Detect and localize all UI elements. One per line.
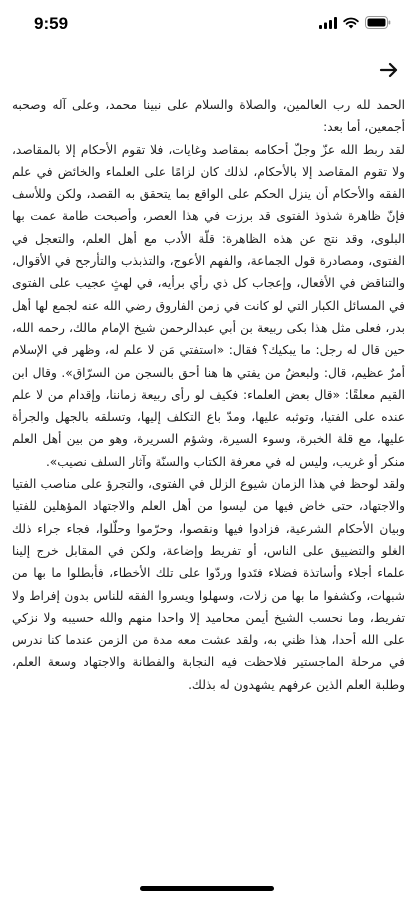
arrow-right-icon[interactable] bbox=[377, 58, 401, 82]
status-bar bbox=[0, 0, 417, 48]
status-time: 9:59 bbox=[34, 14, 69, 33]
status-icons bbox=[319, 16, 391, 29]
article-paragraph-3: ولقد لوحظ في هذا الزمان شيوع الزلل في الفتوى، والتجرؤ على مناصب الفتيا والاجتهاد، حتى خاض فيها من ليسوا من أهل العلم والاجتهاد المؤهلين للفتيا وبيان الأحكام الشرعية، فزادوا فيها ونقصوا، وحرّموا وحلّلوا، فجاء جراء ذلك الغلو والتضييق على الناس، أو تفريط وإضاعة، ولكن في المقابل خرج إلينا علماء أجلاء وأساتذة فضلاء فتَدوا وردّوا على تلك الأخطاء، فأبطلوا ما بها من شبهات، وكشفوا ما بها من زلات، وسهلوا ويسروا الفقه للناس بدون إفراط ولا تفريط، وما نحسب الشيخ أيمن محاميد إلا واحدا منهم والله حسيبه ولا نزكي على الله أحدا، هذا ظني به، ولقد عشت معه مدة من الزمن عندما كنا ندرس في مرحلة الماجستير فلاحظت فيه النجابة والفطانة والاجتهاد وسعة العلم، وطلبة العلم الذين عرفهم يشهدون له بذلك. bbox=[12, 477, 405, 692]
signal-icon bbox=[319, 17, 337, 29]
article-paragraph-2: لقد ربط الله عزّ وجلّ أحكامه بمقاصد وغايات، فلا تقوم الأحكام إلا بالمقاصد، ولا تقوم المقاصد إلا بالأحكام، لذلك كان لزامًا على العلماء والخائض في علم الفقه والأحكام أن ينزل الحكم على الواقع بما يتحقق به القصد، ولكن وللأسف فإنّ ظاهرة شذوذ الفتوى قد برزت في هذا العصر، وأصبحت طامة عمت بها البلوى، وقد نتج عن هذه الظاهرة: قلّة الأدب مع أهل العلم، والتعجل في الفتوى، ومصادرة قول الجماعة، والفهم الأعوج، والتذبذب والتأرجح في الأقوال، والتناقض في الأفعال، وإعجاب كل ذي رأي برأيه، في لهثٍ عجيب على الفتوى في المسائل الكبار التي لو كانت في زمن الفاروق رضي الله عنه لجمع لها أهل بدر، فعلى مثل هذا بكى ربيعة بن أبي عبدالرحمن شيخ الإمام مالك، رحمه الله، حين قال له رجل: ما يبكيك؟ فقال: «استفتي مَن لا علم له، وظهر في الإسلام أمرٌ عظيم، قال: ولبعضُ من يفتي ها هنا أحق بالسجن من السرّاق». وقال ابن القيم معلقًا: «قال بعض العلماء: فكيف لو رأى ربيعة زماننا، وإقدام من لا علم عنده على الفتيا، وتوثبه عليها، ومدّ باع التكلف إليها، وتسلقه بالجهل والجرأة عليها، مع قلة الخبرة، وسوء السيرة، وشؤم السريرة، وهو من بين أهل العلم منكر أو غريب، وليس له في معرفة الكتاب والسنّة وآثار السلف نصيب». bbox=[12, 142, 405, 469]
article-body[interactable] bbox=[12, 94, 405, 864]
home-indicator[interactable] bbox=[140, 886, 274, 891]
navigation-bar bbox=[0, 48, 417, 92]
article-paragraph-1: الحمد لله رب العالمين، والصلاة والسلام على نبينا محمد، وعلى آله وصحبه أجمعين، أما بعد: bbox=[12, 98, 405, 135]
wifi-icon bbox=[343, 17, 359, 29]
battery-icon bbox=[365, 16, 391, 29]
